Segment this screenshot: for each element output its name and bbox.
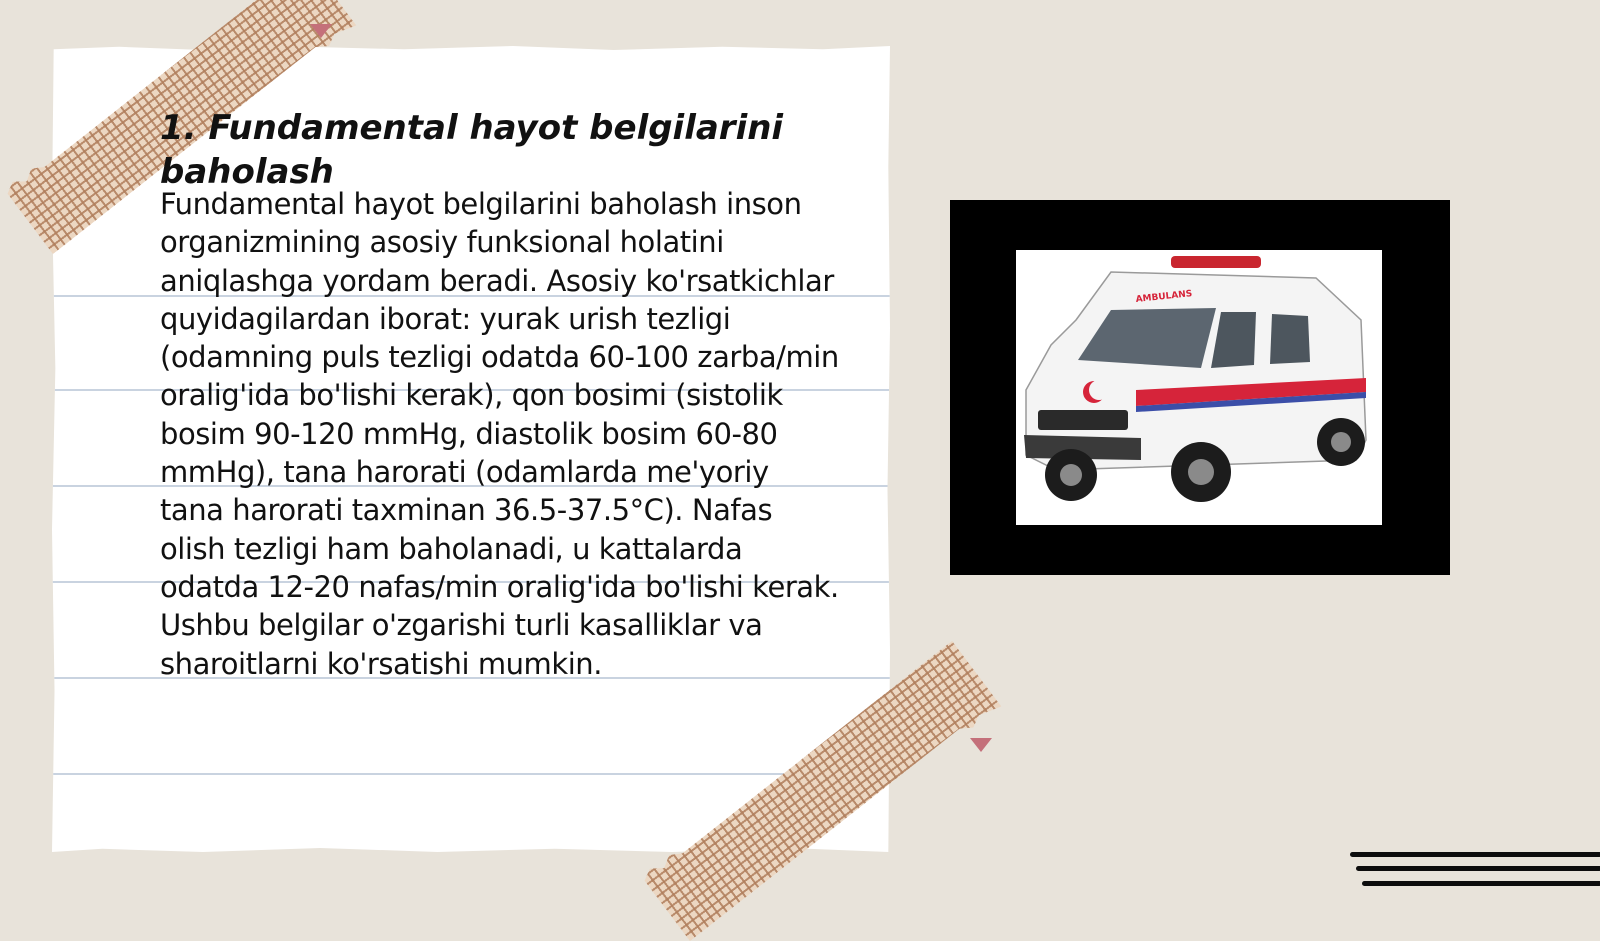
decorative-stroke [1362,881,1600,886]
ruled-line [52,773,890,775]
image-frame [950,200,1450,575]
ambulance-illustration [1016,250,1382,525]
pin-marker-top [310,24,332,38]
vehicle-label: AMBULANS [1135,289,1193,305]
light-bar [1171,256,1261,268]
slide-title: 1. Fundamental hayot belgilarini baholash [160,108,784,192]
ambulance-image [1016,250,1382,525]
decorative-stroke [1356,866,1600,871]
pin-marker-bottom [970,738,992,752]
side-window [1270,314,1310,364]
grille [1038,410,1128,430]
slide-body-text: Fundamental hayot belgilarini baholash inson organizmining asosiy funksional holatini aniqlashga yordam beradi. Asosiy ko'rsatkichlar quyidagilardan iborat: yurak urish tezligi (odamning puls tezligi odatda 60-100 zarba/min oralig'ida bo'lishi kerak), qon bosimi (sistolik bosim 90-120 mmHg, diastolik bosim 60-80 mmHg), tana harorati (odamlarda me'yoriy tana harorati taxminan 36.5-37.5°C). Nafas olish tezligi ham baholanadi, u kattalarda odatda 12-20 nafas/min oralig'ida bo'lishi kerak. Ushbu belgilar o'zgarishi turli kasalliklar va sharoitlarni ko'rsatishi mumkin. [160,187,839,681]
decorative-stroke [1350,852,1600,857]
